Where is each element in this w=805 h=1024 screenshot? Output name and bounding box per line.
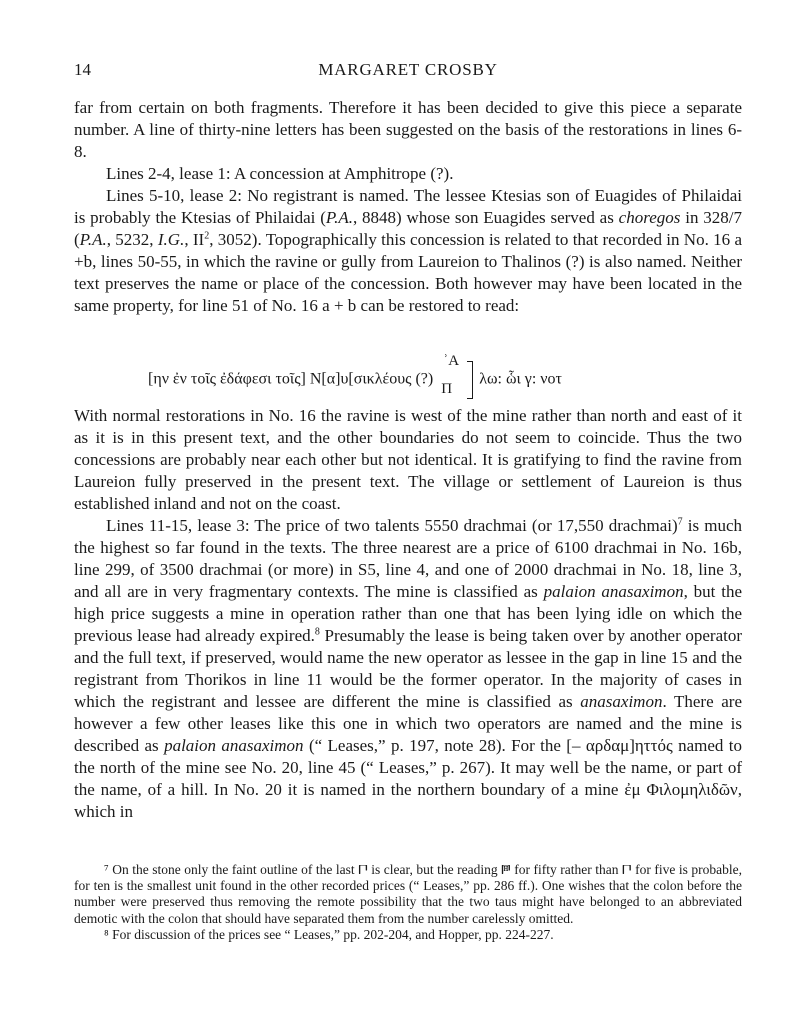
paragraph-1: far from certain on both fragments. Therefore it has been decided to give this piece a separate number. A line of thirty-nine letters has been suggested on the basis of the restorations in lines 6-8. <box>74 98 742 161</box>
page-number: 14 <box>74 60 91 79</box>
restoration-text-2: λω: ὧι γ: νοτ <box>479 370 562 388</box>
footnote-8: ⁸ For discussion of the prices see “ Leases,” pp. 202-204, and Hopper, pp. 224-227. <box>104 926 554 942</box>
paragraph-3: Lines 5-10, lease 2: No registrant is named. The lessee Ktesias son of Euagides of Philaidai is probably the Ktesias of Philaidai (P.A., 8848) whose son Euagides served as choregos in 328/7 (P.A., 5232, I.G., $II^2$, 3052). Topographically this concession is related to that recorded in No. 16 a +b, lines 50-55, in which the ravine or gully from Laureion to Thalinos (?) is also named. Neither text preserves the name or place of the concession. Both however may have been located in the same property, for line 51 of No. 16 a + b can be restored to read: <box>74 186 743 315</box>
alternate-letter-top: ʾΑ <box>443 353 460 369</box>
footnote-7: ⁷ On the stone only the faint outline of the last 𐅃 is clear, but the reading 𐅅 for fifty rather than 𐅃 for five is probable, for ten is the smallest unit found in the other recorded prices (“ Leases,” pp. 286 ff.). One wishes that the colon before the number were preserved thus removing the remote possibility that the two taus might have belonged to an abbreviated demotic with the colon that should have separated them from the number carelessly omitted. <box>74 862 742 926</box>
body-text-top <box>74 97 742 317</box>
body-text-bottom <box>74 405 742 823</box>
page-header <box>74 60 742 84</box>
paragraph-4: With normal restorations in No. 16 the ravine is west of the mine rather than north and east of it as it is in this present text, and the other boundaries do not seem to coincide. Thus the two concessions are probably near each other but not identical. It is gratifying to find the ravine from Laureion fully preserved in the present text. The village or settlement of Laureion is thus established inland and not on the coast. <box>74 406 742 513</box>
restoration-text-1: [ην ἐν τοῖς ἐδάφεσι τοῖς] Ν[α]υ[σικλέους (?) <box>148 370 434 388</box>
greek-restoration <box>74 346 742 398</box>
alternate-letters <box>439 353 461 397</box>
paragraph-2: Lines 2-4, lease 1: A concession at Amphitrope (?). <box>106 164 454 183</box>
footnotes <box>74 862 742 943</box>
paragraph-5: Lines 11-15, lease 3: The price of two talents 5550 drachmai (or 17,550 drachmai)$^7$ is much the highest so far found in the texts. The three nearest are a price of 6100 drachmai in No. 16b, line 299, of 3500 drachmai (or more) in S5, line 4, and one of 2000 drachmai in No. 18, line 3, and all are in very fragmentary contexts. The mine is classified as palaion anasaximon, but the high price suggests a mine in operation rather than one that has been lying idle on which the previous lease had already expired.$^8$ Presumably the lease is being taken over by another operator and the full text, if preserved, would name the new operator as lessee in the gap in line 15 and the registrant from Thorikos in line 11 would be the former operator. In the majority of cases in which the registrant and lessee are different the mine is classified as anasaximon. There are however a few other leases like this one in which two operators are named and the mine is described as palaion anasaximon (“ Leases,” p. 197, note 28). For the [– αρδαμ]ηττός named to the north of the mine see No. 20, line 45 (“ Leases,” p. 267). It may well be the name, or part of the name, of a hill. In No. 20 it is named in the northern boundary of a mine ἐμ Φιλομηλιδῶν, which in <box>74 516 743 821</box>
running-head: MARGARET CROSBY <box>318 60 498 79</box>
closing-bracket <box>467 361 473 399</box>
alternate-letter-bottom: Π <box>441 381 453 397</box>
